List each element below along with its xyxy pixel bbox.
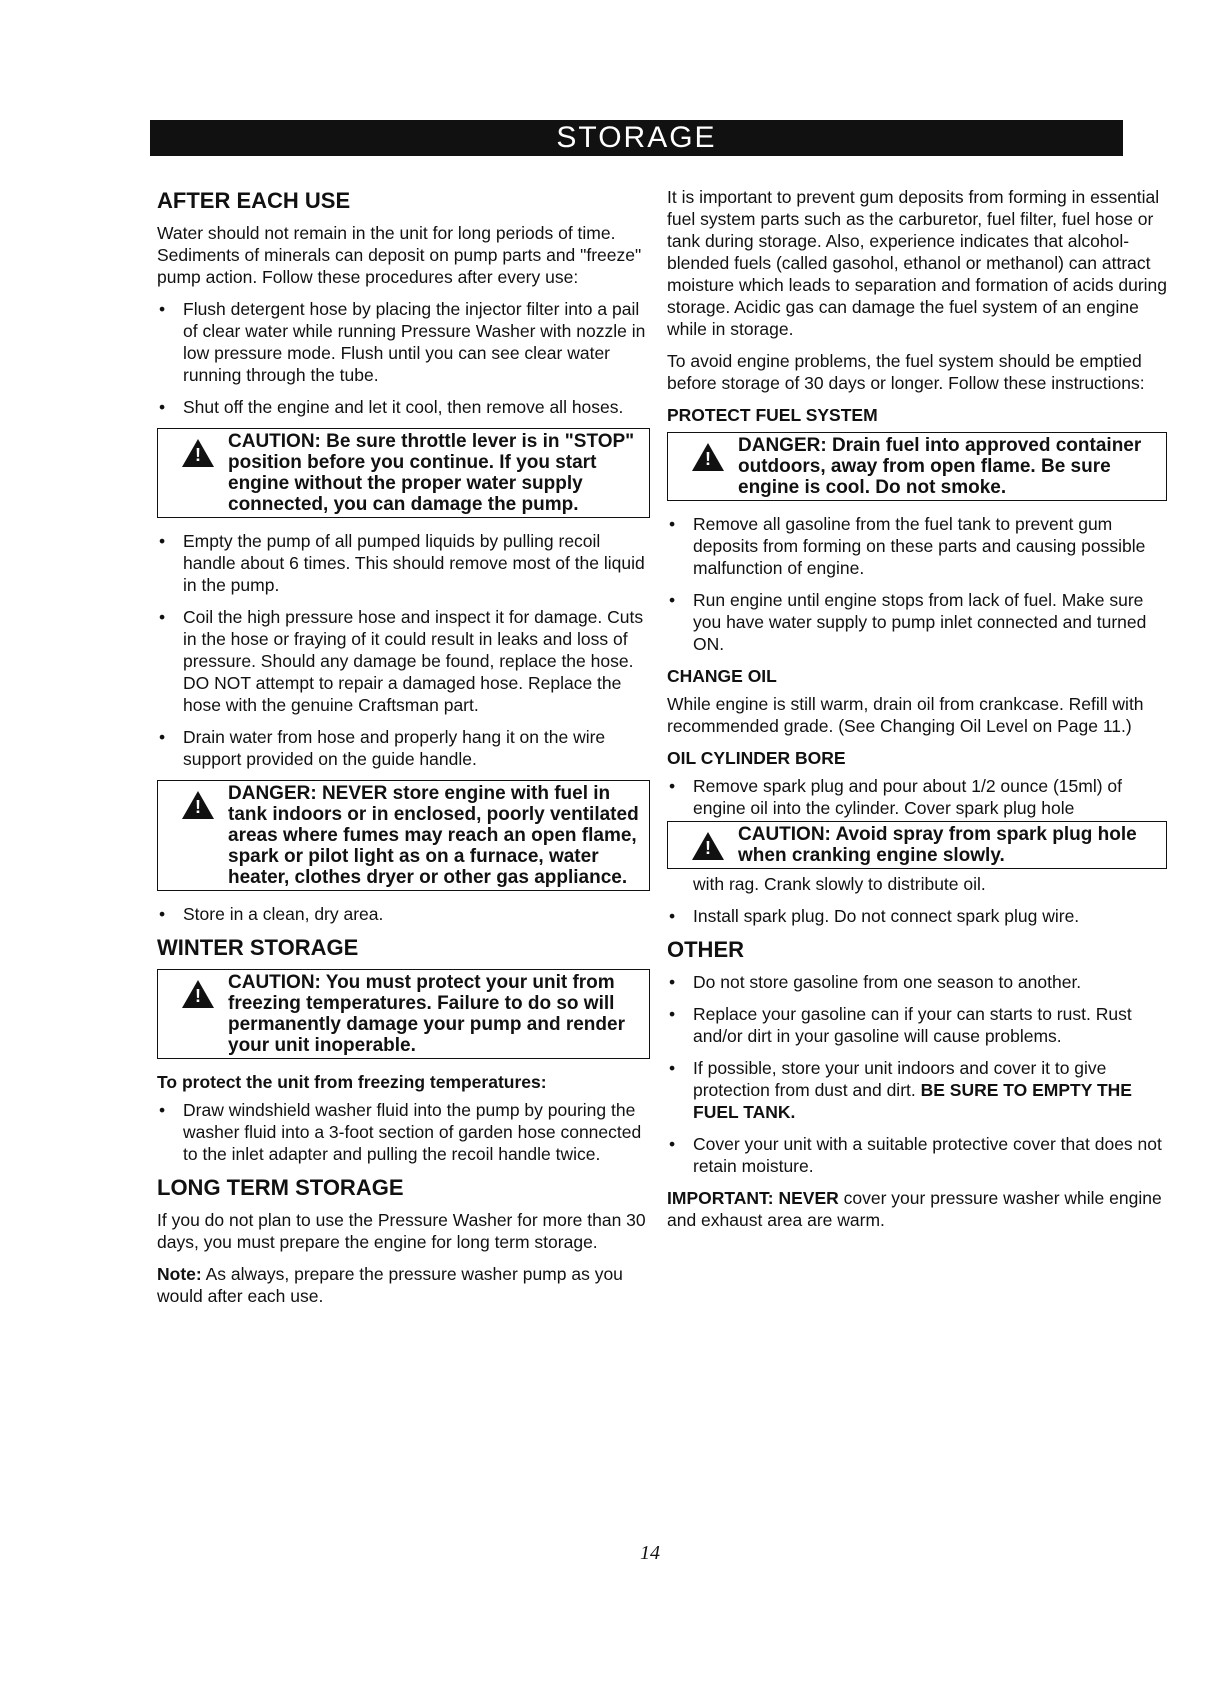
long-term-storage-heading: LONG TERM STORAGE (157, 1175, 404, 1200)
long-term-para: If you do not plan to use the Pressure Washer for more than 30 days, you must prepare the engine for long term storage. (157, 1210, 646, 1252)
right-column (667, 186, 1167, 1241)
list-item: • Replace your gasoline can if your can starts to rust. Rust and/or dirt in your gasoline will cause problems. (667, 1003, 1167, 1047)
after-each-use-heading: AFTER EACH USE (157, 188, 351, 213)
note-text: As always, prepare the pressure washer pump as you would after each use. (157, 1264, 623, 1306)
page-banner: STORAGE (150, 120, 1123, 156)
oil-cylinder-heading: OIL CYLINDER BORE (667, 748, 846, 768)
list-item: • Coil the high pressure hose and inspect it for damage. Cuts in the hose or fraying of it could result in leaks and loss of pressure. Should any damage be found, replace the hose. DO NOT attempt to repair a damaged hose. Replace the hose with the genuine Craftsman part. (157, 606, 650, 716)
list-item: • Remove all gasoline from the fuel tank to prevent gum deposits from forming on these parts and causing possible malfunction of engine. (667, 513, 1167, 579)
list-item: • Shut off the engine and let it cool, then remove all hoses. (157, 396, 650, 418)
warning-triangle-icon (678, 824, 738, 860)
danger-text: DANGER: NEVER store engine with fuel in tank indoors or in enclosed, poorly ventilated areas where fumes may reach an open flame, spark or pilot light as on a furnace, water heater, clothes dryer or other gas appliance. (228, 783, 639, 888)
warning-triangle-icon (168, 431, 228, 467)
page-number: 14 (640, 1542, 660, 1564)
list-item: • Drain water from hose and properly hang it on the wire support provided on the guide handle. (157, 726, 650, 770)
list-item (667, 1057, 1167, 1123)
caution-box-spark-plug (667, 821, 1167, 869)
other-heading: OTHER (667, 937, 744, 962)
note-label: Note: (157, 1264, 202, 1284)
oil-continuation: with rag. Crank slowly to distribute oil. (693, 874, 986, 894)
caution-box-freezing (157, 969, 650, 1059)
caution-box-throttle (157, 428, 650, 518)
after-each-use-intro: Water should not remain in the unit for long periods of time. Sediments of minerals can deposit on pump parts and "freeze" pump action. Follow these procedures after every use: (157, 223, 642, 287)
winter-subheading: To protect the unit from freezing temperatures: (157, 1072, 547, 1092)
list-item: • Do not store gasoline from one season to another. (667, 971, 1167, 993)
caution-text: CAUTION: Avoid spray from spark plug hole when cranking engine slowly. (738, 824, 1137, 866)
left-column (157, 184, 650, 1317)
important-text: cover your pressure washer while engine and exhaust area are warm. (667, 1188, 1162, 1230)
list-item: • Empty the pump of all pumped liquids by pulling recoil handle about 6 times. This should remove most of the liquid in the pump. (157, 530, 650, 596)
winter-storage-heading: WINTER STORAGE (157, 935, 359, 960)
list-item: • Flush detergent hose by placing the injector filter into a pail of clear water while running Pressure Washer with nozzle in low pressure mode. Flush until you can see clear water running through the tube. (157, 298, 650, 386)
change-oil-heading: CHANGE OIL (667, 666, 777, 686)
danger-box-fuel-storage (157, 780, 650, 891)
other-bullet3-bold: BE SURE TO EMPTY THE FUEL TANK. (693, 1080, 1132, 1122)
note-para (157, 1263, 650, 1307)
important-never: NEVER (773, 1188, 839, 1208)
important-label: IMPORTANT: (667, 1188, 774, 1208)
fuel-instructions-para: To avoid engine problems, the fuel system should be emptied before storage of 30 days or longer. Follow these instructions: (667, 351, 1145, 393)
warning-triangle-icon (168, 783, 228, 819)
list-item: • Run engine until engine stops from lack of fuel. Make sure you have water supply to pump inlet connected and turned ON. (667, 589, 1167, 655)
change-oil-para: While engine is still warm, drain oil from crankcase. Refill with recommended grade. (See Changing Oil Level on Page 11.) (667, 694, 1144, 736)
other-bullet3-text: If possible, store your unit indoors and cover it to give protection from dust and dirt. (693, 1058, 1107, 1100)
fuel-intro-para: It is important to prevent gum deposits from forming in essential fuel system parts such as the carburetor, fuel filter, fuel hose or tank during storage. Also, experience indicates that alcohol-blended fuels (called gasohol, ethanol or methanol) can attract moisture which leads to separation and formation of acids during storage. Acidic gas can damage the fuel system of an engine while in storage. (667, 187, 1167, 339)
list-item: • Draw windshield washer fluid into the pump by pouring the washer fluid into a 3-foot section of garden hose connected to the inlet adapter and pulling the recoil handle twice. (157, 1099, 650, 1165)
caution-text: CAUTION: You must protect your unit from freezing temperatures. Failure to do so will permanently damage your pump and render your unit inoperable. (228, 972, 625, 1056)
important-para (667, 1187, 1167, 1231)
warning-triangle-icon (168, 972, 228, 1008)
caution-text: CAUTION: Be sure throttle lever is in "STOP" position before you continue. If you start engine without the proper water supply connected, you can damage the pump. (228, 431, 635, 515)
list-item: • Remove spark plug and pour about 1/2 ounce (15ml) of engine oil into the cylinder. Cover spark plug hole (667, 775, 1167, 819)
danger-box-drain-fuel (667, 432, 1167, 501)
list-item: • Install spark plug. Do not connect spark plug wire. (667, 905, 1167, 927)
warning-triangle-icon (678, 435, 738, 471)
protect-fuel-heading: PROTECT FUEL SYSTEM (667, 405, 878, 425)
list-item: • Cover your unit with a suitable protective cover that does not retain moisture. (667, 1133, 1167, 1177)
list-item: • Store in a clean, dry area. (157, 903, 650, 925)
danger-text: DANGER: Drain fuel into approved container outdoors, away from open flame. Be sure engine is cool. Do not smoke. (738, 435, 1142, 498)
